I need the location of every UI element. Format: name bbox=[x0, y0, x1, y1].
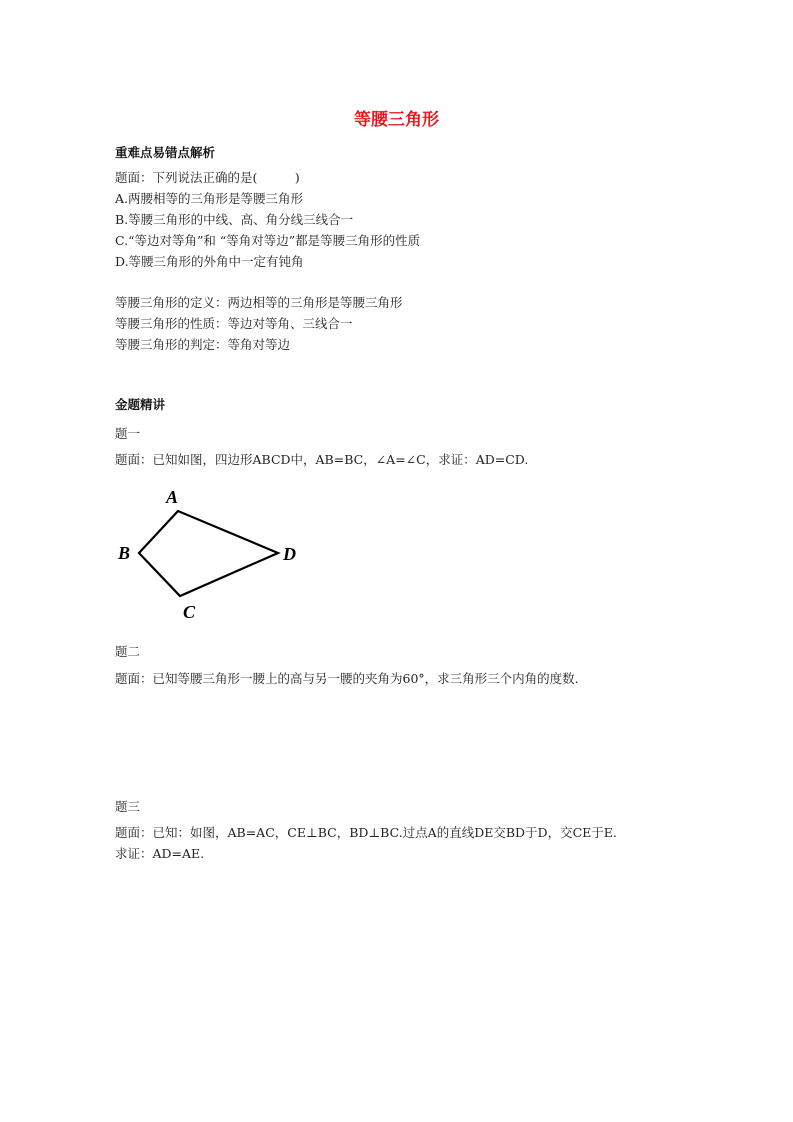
note-definition: 等腰三角形的定义：两边相等的三角形是等腰三角形 bbox=[115, 295, 403, 310]
option-d: D.等腰三角形的外角中一定有钝角 bbox=[115, 254, 304, 269]
problem-3-proof: 求证：AD=AE. bbox=[115, 846, 205, 861]
option-b: B.等腰三角形的中线、高、角分线三线合一 bbox=[115, 212, 354, 227]
problem-2-label: 题二 bbox=[115, 644, 141, 659]
option-a: A.两腰相等的三角形是等腰三角形 bbox=[115, 191, 304, 206]
note-property: 等腰三角形的性质：等边对等角、三线合一 bbox=[115, 316, 353, 331]
section-heading: 重难点易错点解析 bbox=[115, 145, 216, 160]
vertex-label-a: A bbox=[166, 487, 179, 507]
problem-1-label: 题一 bbox=[115, 426, 141, 441]
problem-2-text: 题面：已知等腰三角形一腰上的高与另一腰的夹角为60°，求三角形三个内角的度数. bbox=[115, 671, 579, 686]
option-c: C.“等边对等角”和 “等角对等边”都是等腰三角形的性质 bbox=[115, 233, 421, 248]
note-criterion: 等腰三角形的判定：等角对等边 bbox=[115, 337, 291, 352]
section-heading-2: 金题精讲 bbox=[115, 397, 166, 412]
vertex-label-d: D bbox=[283, 544, 296, 564]
quadrilateral-abcd bbox=[139, 511, 278, 596]
document-title: 等腰三角形 bbox=[354, 110, 439, 130]
problem-3-label: 题三 bbox=[115, 799, 141, 814]
question-text: 题面：下列说法正确的是( ) bbox=[115, 170, 300, 185]
vertex-label-c: C bbox=[183, 602, 196, 622]
problem-3-text: 题面：已知：如图，AB=AC，CE⊥BC，BD⊥BC.过点A的直线DE交BD于D，交CE于E. bbox=[115, 825, 617, 840]
vertex-label-b: B bbox=[118, 543, 131, 563]
problem-1-text: 题面：已知如图，四边形ABCD中，AB=BC，∠A=∠C，求证：AD=CD. bbox=[115, 452, 529, 467]
